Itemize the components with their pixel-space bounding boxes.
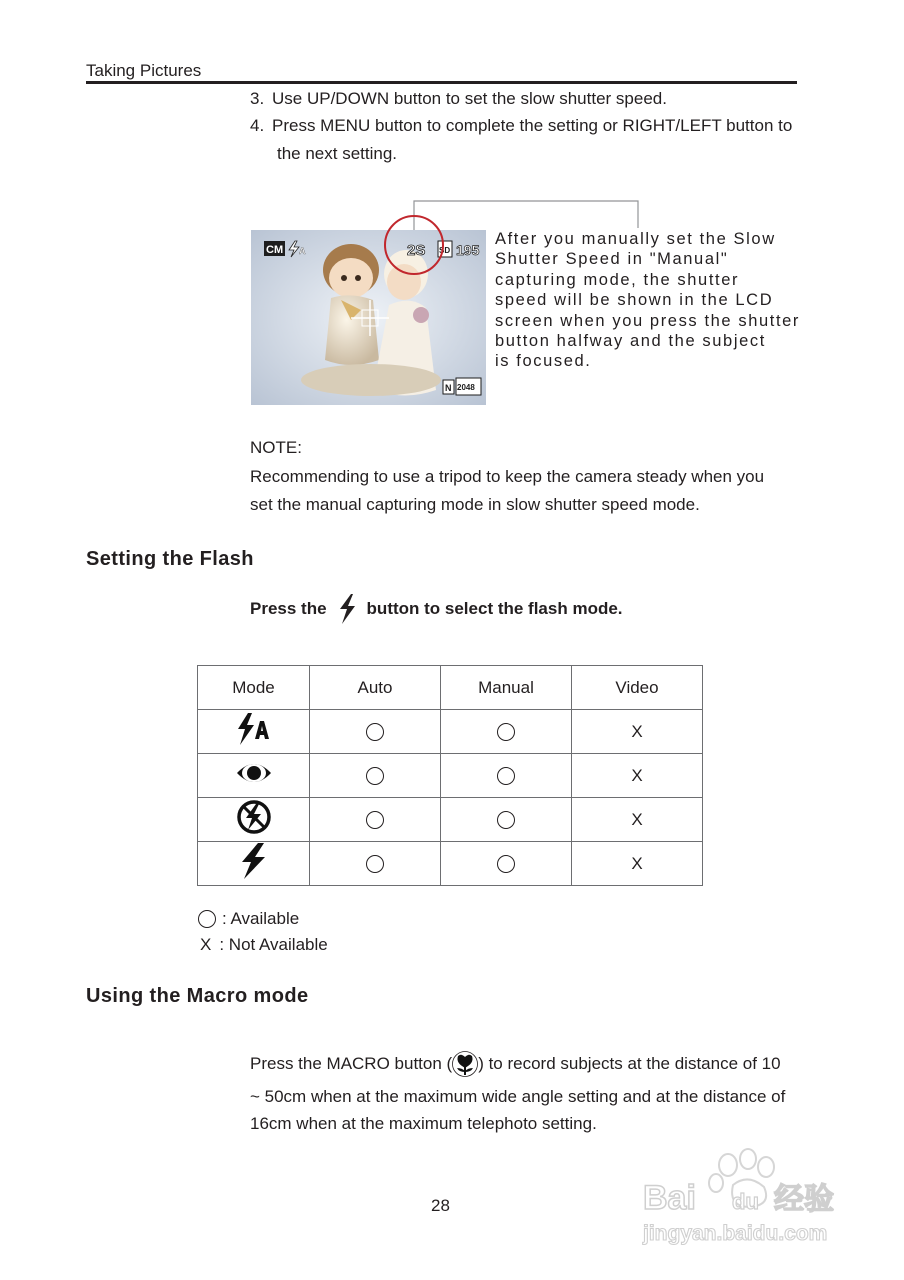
availability-cell	[441, 754, 572, 798]
flash-on-icon	[234, 842, 274, 880]
note-line: set the manual capturing mode in slow shutter speed mode.	[250, 494, 700, 514]
page-number: 28	[431, 1196, 450, 1215]
available-icon	[497, 767, 515, 785]
macro-line-1	[250, 1050, 810, 1078]
column-header: Video	[572, 666, 703, 710]
table-row	[198, 710, 703, 754]
baidu-watermark	[638, 1145, 853, 1250]
legend-not-available	[200, 935, 328, 955]
available-icon	[497, 855, 515, 873]
svg-text:jingyan.baidu.com: jingyan.baidu.com	[643, 1222, 828, 1245]
legend-available	[198, 909, 299, 929]
availability-cell: X	[572, 842, 703, 886]
step-text: Press MENU button to complete the setting or RIGHT/LEFT button to	[272, 116, 793, 135]
red-eye-icon	[234, 757, 274, 789]
availability-cell	[441, 710, 572, 754]
svg-text:2048: 2048	[457, 383, 475, 392]
note-line: Recommending to use a tripod to keep the camera steady when you	[250, 467, 765, 486]
step-text: Use UP/DOWN button to set the slow shutter speed.	[272, 89, 667, 108]
svg-text:N: N	[445, 383, 452, 393]
flash-section-heading: Setting the Flash	[86, 548, 254, 570]
lcd-scene	[251, 230, 486, 405]
column-header: Auto	[310, 666, 441, 710]
instruction-text: Press the	[250, 599, 327, 618]
flash-mode-table	[197, 665, 703, 886]
macro-text: ) to record subjects at the distance of 10	[478, 1054, 781, 1073]
available-icon	[366, 811, 384, 829]
availability-cell	[310, 710, 441, 754]
macro-line: ~ 50cm when at the maximum wide angle setting and at the distance of	[250, 1087, 786, 1106]
section-header-title: Taking Pictures	[86, 61, 202, 80]
available-icon	[497, 723, 515, 741]
legend-label: : Available	[222, 909, 300, 928]
availability-cell	[310, 754, 441, 798]
note-text	[250, 463, 810, 518]
svg-text:SD: SD	[439, 246, 451, 255]
shutter-highlight-circle	[382, 213, 446, 277]
table-row	[198, 842, 703, 886]
flash-instruction	[250, 593, 623, 625]
availability-cell	[310, 798, 441, 842]
flash-off-icon	[234, 798, 274, 836]
table-row	[198, 754, 703, 798]
available-icon	[198, 910, 216, 928]
table-row	[198, 798, 703, 842]
macro-text: Press the MACRO button (	[250, 1054, 453, 1073]
macro-line: 16cm when at the maximum telephoto setting.	[250, 1114, 597, 1133]
svg-text:CM: CM	[266, 244, 284, 256]
availability-cell	[441, 842, 572, 886]
available-icon	[497, 811, 515, 829]
available-icon	[366, 767, 384, 785]
mode-icon	[264, 241, 285, 256]
available-icon	[366, 855, 384, 873]
shutter-speed-readout: 2S	[407, 242, 426, 259]
svg-text:经验: 经验	[774, 1182, 834, 1217]
table-header-row	[198, 666, 703, 710]
svg-text:A: A	[299, 246, 306, 256]
legend-label: : Not Available	[219, 935, 328, 954]
callout-description: After you manually set the Slow Shutter Speed in "Manual" capturing mode, the shutter speed will be shown in the LCD screen when you press the shutter button halfway and the subject is focused.	[495, 230, 801, 371]
mode-cell	[198, 754, 310, 798]
quality-icon	[443, 380, 454, 394]
flash-auto-icon	[234, 711, 274, 747]
mode-cell	[198, 842, 310, 886]
camera-lcd-screenshot	[251, 230, 486, 405]
step-number: 4.	[250, 116, 265, 135]
availability-cell	[441, 798, 572, 842]
column-header: Mode	[198, 666, 310, 710]
availability-cell	[310, 842, 441, 886]
flash-button-icon	[332, 593, 362, 625]
step-3	[250, 85, 667, 113]
svg-text:Bai: Bai	[643, 1179, 696, 1217]
step-4	[250, 112, 792, 140]
not-available-icon: X	[200, 935, 212, 954]
available-icon	[366, 723, 384, 741]
step-4-continuation: the next setting.	[277, 144, 398, 163]
column-header: Manual	[441, 666, 572, 710]
header-divider	[86, 81, 797, 84]
baidu-paw-logo	[638, 1145, 853, 1250]
macro-flower-icon	[452, 1050, 478, 1078]
svg-text:du: du	[732, 1189, 759, 1214]
resolution-icon	[456, 378, 481, 395]
availability-cell: X	[572, 754, 703, 798]
instruction-text: button to select the flash mode.	[366, 599, 623, 618]
availability-cell: X	[572, 798, 703, 842]
macro-section-heading: Using the Macro mode	[86, 985, 309, 1007]
mode-cell	[198, 710, 310, 754]
step-number: 3.	[250, 89, 265, 108]
shots-remaining: 195	[456, 242, 480, 258]
availability-cell: X	[572, 710, 703, 754]
note-label: NOTE:	[250, 438, 302, 457]
mode-cell	[198, 798, 310, 842]
